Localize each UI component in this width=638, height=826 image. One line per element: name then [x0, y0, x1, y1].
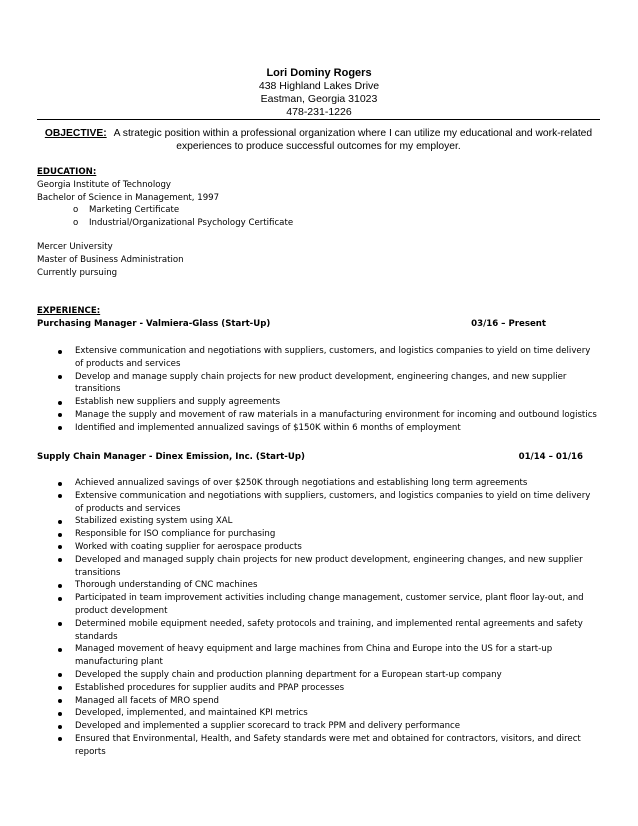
- objective-label: OBJECTIVE:: [44, 128, 107, 139]
- duty-list: [37, 345, 600, 435]
- list-item: Ensured that Environmental, Health, and Safety standards were met and obtained for contractors, visitors, and direct reports: [37, 733, 600, 759]
- list-item: Determined mobile equipment needed, safety protocols and training, and implemented rental agreements and safety standards: [37, 618, 600, 644]
- list-item: Extensive communication and negotiations with suppliers, customers, and logistics companies to yield on time delivery of products and services: [37, 490, 600, 516]
- job-1-duties: [37, 345, 600, 435]
- education-second-school: [37, 241, 600, 279]
- certificate-item: [73, 217, 600, 230]
- list-item: Managed all facets of MRO spend: [37, 695, 600, 708]
- list-item: Developed the supply chain and production planning department for a European start-up company: [37, 669, 600, 682]
- list-item: Worked with coating supplier for aerospace products: [37, 541, 600, 554]
- list-item: Achieved annualized savings of over $250K through negotiations and establishing long term agreements: [37, 477, 600, 490]
- job-title: Purchasing Manager - Valmiera-Glass (Start-Up): [37, 318, 271, 329]
- list-item: Develop and manage supply chain projects for new product development, engineering changes, and new supplier transitions: [37, 371, 600, 397]
- objective-text-line-2: experiences to produce successful outcomes for my employer.: [176, 141, 461, 152]
- job-dates: 03/16 – Present: [471, 318, 546, 329]
- job-2-duties: [37, 477, 600, 759]
- list-item: Developed, implemented, and maintained KPI metrics: [37, 707, 600, 720]
- list-item: Thorough understanding of CNC machines: [37, 579, 600, 592]
- duty-list: [37, 477, 600, 759]
- certificate-label: Industrial/Organizational Psychology Certificate: [89, 218, 294, 229]
- degree-2: Master of Business Administration: [37, 254, 184, 265]
- list-item: Extensive communication and negotiations with suppliers, customers, and logistics companies to yield on time delivery of products and services: [37, 345, 600, 371]
- circle-bullet-icon: o: [73, 205, 79, 216]
- job-heading-2: [37, 451, 600, 464]
- address-line-2: Eastman, Georgia 31023: [260, 93, 378, 105]
- list-item: Establish new suppliers and supply agreements: [37, 396, 600, 409]
- experience-section: [37, 305, 600, 331]
- job-heading-1: [37, 318, 600, 331]
- list-item: Managed movement of heavy equipment and large machines from China and Europe into the US for a start-up manufacturing plant: [37, 643, 600, 669]
- list-item: Developed and managed supply chain projects for new product development, engineering changes, and new supplier transitions: [37, 554, 600, 580]
- education-title: EDUCATION:: [37, 167, 97, 177]
- circle-bullet-icon: o: [73, 218, 79, 229]
- experience-title: EXPERIENCE:: [37, 306, 101, 316]
- resume-header: [0, 66, 638, 119]
- list-item: Identified and implemented annualized savings of $150K within 6 months of employment: [37, 422, 600, 435]
- objective-section: [37, 127, 600, 153]
- list-item: Stabilized existing system using XAL: [37, 515, 600, 528]
- list-item: Established procedures for supplier audits and PPAP processes: [37, 682, 600, 695]
- header-divider: [37, 119, 600, 120]
- job-dates: 01/14 – 01/16: [518, 452, 583, 462]
- address-line-1: 438 Highland Lakes Drive: [258, 80, 380, 92]
- list-item: Manage the supply and movement of raw materials in a manufacturing environment for incoming and outbound logistics: [37, 409, 600, 422]
- phone-number: 478-231-1226: [286, 106, 352, 118]
- list-item: Participated in team improvement activities including change management, customer service, plant floor lay-out, and product development: [37, 592, 600, 618]
- objective-text-line-1: A strategic position within a professional organization where I can utilize my educational and work-related: [113, 128, 593, 139]
- list-item: Responsible for ISO compliance for purchasing: [37, 528, 600, 541]
- school-2: Mercer University: [37, 242, 113, 252]
- degree-1: Bachelor of Science in Management, 1997: [37, 192, 220, 203]
- education-section: [37, 166, 600, 230]
- candidate-name: Lori Dominy Rogers: [266, 67, 372, 79]
- certificate-label: Marketing Certificate: [89, 205, 180, 216]
- list-item: Developed and implemented a supplier scorecard to track PPM and delivery performance: [37, 720, 600, 733]
- job-heading-2-wrap: [37, 451, 600, 464]
- certificate-item: [73, 204, 600, 217]
- job-title: Supply Chain Manager - Dinex Emission, Inc. (Start-Up): [37, 452, 305, 462]
- school-1: Georgia Institute of Technology: [37, 179, 171, 190]
- degree-2-status: Currently pursuing: [37, 267, 118, 278]
